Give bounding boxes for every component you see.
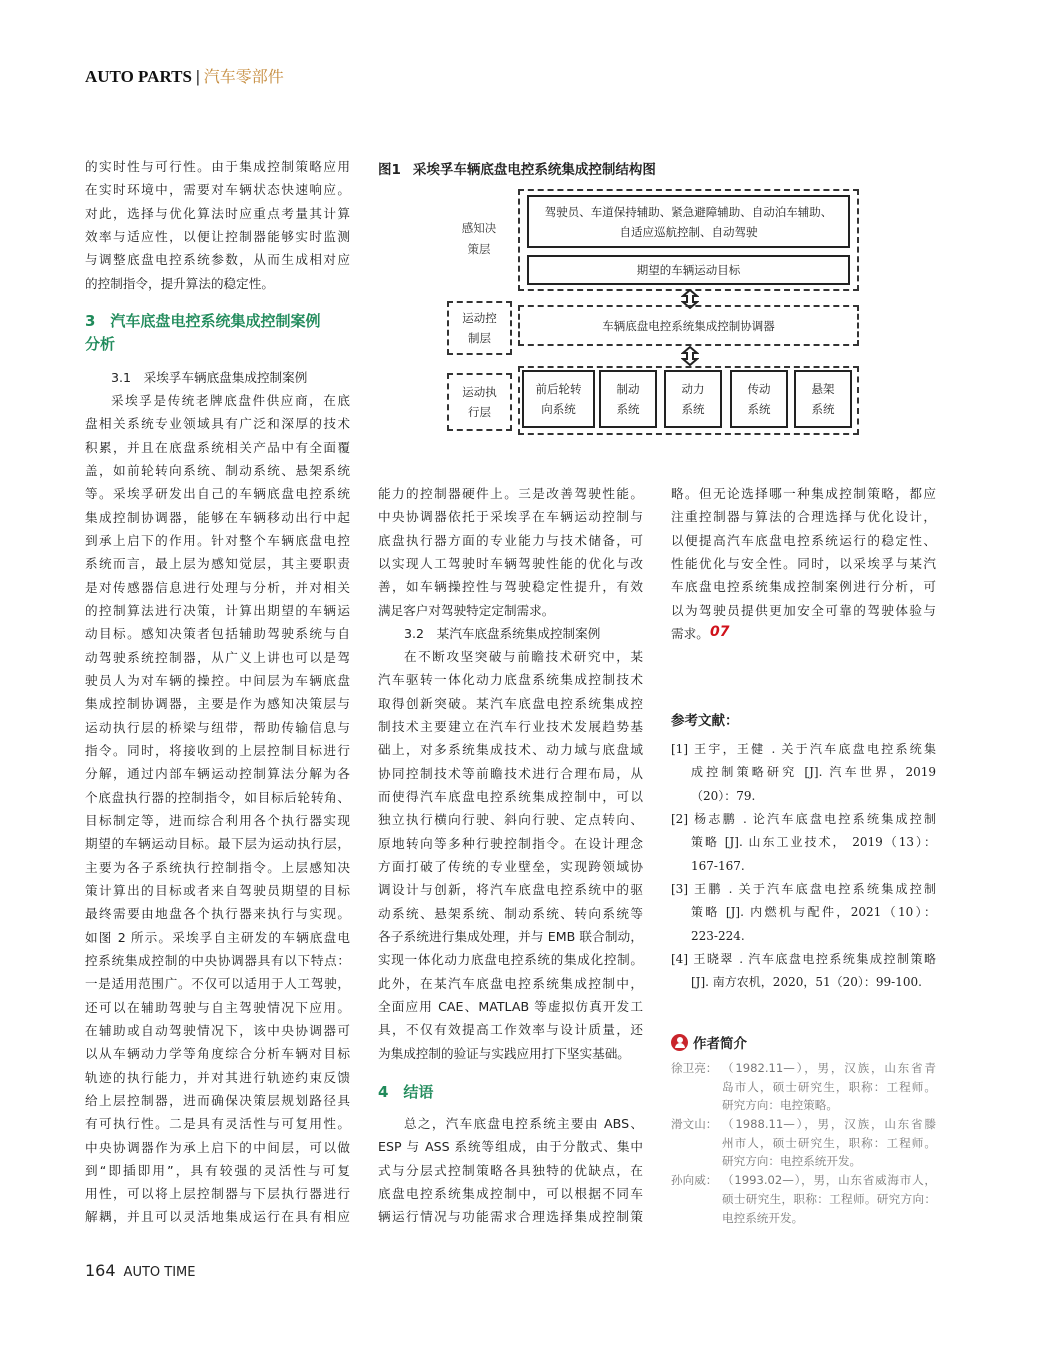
subsystem-transmission [730,370,788,428]
text-line: 期望的车辆运动目标。最下层为运动执行层， [85,836,350,852]
text-line: 控系统集成控制的中央协调器具有以下特点： [85,952,350,968]
section-name-en: AUTO PARTS [85,67,192,86]
section-4-heading: 4 结语 [378,1083,434,1101]
text-line: 解耦，并且可以灵活地集成运行在具有相应 [85,1209,350,1225]
references-list [671,738,936,995]
text-line: 具，不仅有效提高工作效率与设计质量，还 [378,1022,643,1038]
text-line: ESP 与 ASS 系统等组成，由于分散式、集中 [378,1139,643,1155]
label-line: 运动控 [462,311,497,325]
text-line: 到“即插即用”，具有较强的灵活性与可复 [85,1162,350,1178]
layer-label-perception [452,218,506,260]
text-line: 以便提高汽车底盘电控系统运行的稳定性、 [671,532,936,548]
text-line: 独立执行横向行驶、斜向行驶、定点转向、 [378,812,643,828]
text-line: 的控制算法进行决策，计算出期望的车辆运 [85,602,350,618]
box-line: 悬架 [811,382,835,396]
text-line: 系统而言，最上层为感知觉层，其主要职责 [85,556,350,572]
reference-line: [2] 杨志鹏 . 论汽车底盘电控系统集成控制 [671,811,936,826]
authors-title: 作者简介 [693,1036,747,1052]
text-line: 制技术主要建立在汽车行业技术发展趋势基 [378,718,643,734]
text-line: 效率与适应性，以便让控制器能够实时监测 [85,228,350,244]
text-line: 原地转向等多种行驶控制指令。在设计理念 [378,835,643,851]
references-title: 参考文献： [671,713,739,729]
author-bio-line: （1988.11—），男，汉族，山东省滕 [722,1117,936,1132]
reference-line: 167-167. [691,858,745,873]
subsystem-brake [599,370,657,428]
text-line: 注重控制器与算法的合理选择与优化设计， [671,509,936,525]
text-line: 需求。 [671,625,709,641]
text-line: 运动执行层的桥梁与纽带，帮助传输信息与 [85,719,350,735]
reference-line: （20）：79. [691,788,756,803]
text-line: 总之，汽车底盘电控系统主要由 ABS、 [404,1116,643,1131]
text-line: 在辅助或自动驾驶情况下，该中央协调器可 [85,1022,350,1038]
perception-inputs-box [527,195,850,248]
text-line: 调设计与创新，将汽车底盘电控系统中的驱 [378,882,643,898]
text-line: 集成控制协调器，能够在车辆移动出行中起 [85,509,350,525]
box-line: 驾驶员、车道保持辅助、紧急避障辅助、自动泊车辅助、 [544,204,833,219]
text-line: 是对传感器信息进行处理与分析，并对相关 [85,579,350,595]
text-line: 与调整底盘电控系统参数，从而生成相对应 [85,252,350,268]
author-bio-line: 州市人，硕士研究生，职称：工程师。 [722,1135,936,1150]
text-line: 善，如车辆操控性与驾驶稳定性提升，有效 [378,579,643,595]
authors-list [671,1059,936,1227]
layer-label-control [447,301,512,355]
text-line: 略。但无论选择哪一种集成控制策略，都应 [671,486,936,501]
text-line: 以为驾驶员提供更加安全可靠的驾驶体验与 [671,602,936,618]
text-line: 在实时环境中，需要对车辆状态快速响应。 [85,182,350,198]
reference-line: 成控制策略研究 [J]. 汽车世界，2019 [691,765,936,780]
text-line: 盘相关系统专业领域具有广泛和深厚的技术 [85,416,350,432]
text-line: 底盘执行器方面的专业能力与技术储备，可 [378,532,643,548]
text-line: 能力的控制器硬件上。三是改善驾驶性能。 [378,486,643,501]
section-3-1-heading: 3.1 采埃孚车辆底盘集成控制案例 [111,370,308,385]
text-line: 为集成控制的验证与实践应用打下坚实基础。 [378,1045,630,1061]
text-line: 盖，如前轮转向系统、制动系统、悬架系统 [85,462,350,478]
reference-line: [J]. 南方农机，2020，51（20）：99-100. [691,975,922,990]
text-line: 分解，通过内部车辆运动控制算法分解为各 [85,766,350,782]
text-line: 一是适用范围广。不仅可以适用于人工驾驶， [85,976,350,992]
reference-line: [3] 王鹏 . 关于汽车底盘电控系统集成控制 [671,881,936,896]
magazine-name: AUTO TIME [123,1265,196,1280]
mid-column-para3 [378,1112,643,1229]
reference-item [671,948,936,995]
text-line: 到承上启下的作用。针对整个车辆底盘电控 [85,532,350,548]
text-line: 采埃孚是传统老牌底盘件供应商，在底 [111,393,350,408]
author-bio-line: 电控系统开发。 [722,1210,804,1225]
header-separator: | [195,67,200,86]
text-line: 的控制指令，提升算法的稳定性。 [85,275,274,291]
text-line: 主要为各子系统执行控制指令。上层感知决 [85,859,350,875]
figure-label: 图1 [378,162,401,178]
text-line: 个底盘执行器的控制指令，如目标后轮转角、 [85,789,350,805]
text-line: 最终需要由地盘各个执行器来执行与实现。 [85,906,350,922]
text-line: 有可执行性。二是具有灵活性与可复用性。 [85,1116,350,1132]
right-column-para1 [671,482,936,645]
subsystem-power [664,370,722,428]
author-entry [671,1059,936,1115]
mid-column-para2 [378,645,643,1065]
text-line: 轨迹的执行能力，并对其进行轨迹约束反馈 [85,1069,350,1085]
layer-label-execution [447,373,512,431]
subsystem-suspension [794,370,852,428]
text-line: 对此，选择与优化算法时应重点考量其计算 [85,205,350,221]
label-line: 策层 [467,242,491,256]
text-line: 取得创新突破。某汽车底盘电控系统集成控 [378,695,643,711]
subsystem-steering [522,370,595,428]
author-name: 孙向威： [671,1173,718,1188]
text-line: 如图 2 所示。采埃孚自主研发的车辆底盘电 [85,929,350,945]
article-end-mark: 07 [710,624,730,640]
reference-item [671,738,936,808]
box-line: 传动 [747,382,771,396]
box-line: 系统 [616,402,640,416]
text-line: 以从车辆动力学等角度综合分析车辆对目标 [85,1046,350,1062]
text-line: 还可以在辅助驾驶与自主驾驶情况下应用。 [85,999,350,1015]
text-line: 全面应用 CAE、MATLAB 等虚拟仿真开发工 [378,998,643,1014]
left-column-para1 [85,155,350,295]
section-3-heading [85,310,350,356]
text-line: 积累，并且在底盘系统相关产品中有全面覆 [85,439,350,455]
text-line: 础上，对多系统集成技术、动力域与底盘域 [378,742,643,758]
author-icon [671,1034,688,1051]
box-line: 前后轮转 [535,382,582,396]
running-header [85,64,284,87]
text-line: 驶员人为对车辆的操控。中间层为车辆底盘 [85,672,350,688]
text-line: 在不断攻坚突破与前瞻技术研究中，某 [404,649,643,664]
text-line: 各子系统进行集成处理，并与 EMB 联合制动， [378,928,643,944]
text-line: 用性，可以将上层控制器与下层执行器进行 [85,1186,350,1202]
text-line: 中央协调器作为承上启下的中间层，可以做 [85,1139,350,1155]
label-line: 行层 [468,405,491,419]
text-line: 动系统、悬架系统、制动系统、转向系统等 [378,905,643,921]
reference-line: [1] 王宇，王健 . 关于汽车底盘电控系统集 [671,742,936,756]
figure-title: 采埃孚车辆底盘电控系统集成控制结构图 [412,162,656,178]
text-line: 汽车驱转一体化动力底盘系统集成控制技术 [378,672,643,688]
text-line: 动驾驶系统控制器，从广义上讲也可以是驾 [85,649,350,665]
text-line: 性能优化与安全性。同时，以采埃孚与某汽 [671,555,936,571]
text-line: 车底盘电控系统集成控制案例进行分析，可 [671,579,936,595]
text-line: 底盘电控系统集成控制中，可以根据不同车 [378,1185,643,1201]
reference-line: [4] 王晓翠 . 汽车底盘电控系统集成控制策略 [671,951,936,966]
box-line: 向系统 [541,402,576,416]
page-number: 164 [85,1261,116,1280]
label-line: 运动执 [462,385,497,399]
box-line: 制动 [616,382,640,396]
text-line: 方面打破了传统的专业壁垒，实现跨领域协 [378,858,643,874]
author-bio-line: 研究方向：电控策略。 [722,1098,838,1113]
box-line: 系统 [681,402,705,416]
text-line: 策计算出的目标或者来自驾驶员期望的目标 [85,882,350,898]
text-line: 等。采埃孚研发出自己的车辆底盘电控系统 [85,486,350,502]
reference-line: 策略 [J]. 内燃机与配件，2021（10）： [691,905,936,920]
text-line: 式与分层式控制策略各具独特的优缺点，在 [378,1162,643,1178]
label-line: 制层 [468,331,491,345]
text-line: 协同控制技术等前瞻技术进行合理布局，从 [378,765,643,781]
text-line: 以实现人工驾驶时车辆驾驶性能的优化与改 [378,555,643,571]
text-line: 的实时性与可行性。由于集成控制策略应用 [85,159,350,174]
authors-heading [671,1032,936,1052]
author-entry [671,1171,936,1227]
reference-item [671,808,936,878]
author-bio-line: （1982.11—），男，汉族，山东省青 [722,1061,936,1075]
text-line: 满足客户对驾驶特定定制需求。 [378,602,555,618]
author-bio-line: 硕士研究生，职称：工程师。研究方向： [722,1191,936,1206]
section-name-cn: 汽车零部件 [203,67,284,86]
author-bio-line: 研究方向：电控系统开发。 [722,1154,862,1169]
author-name: 徐卫亮： [671,1061,718,1075]
text-line: 目标制定等，进而综合利用各个执行器实现 [85,812,350,828]
author-name: 滑文山： [671,1117,718,1132]
reference-line: 223-224. [691,928,745,943]
target-motion-box: 期望的车辆运动目标 [527,255,850,285]
page-footer [85,1261,195,1280]
text-line: 此外，在某汽车底盘电控系统集成控制中， [378,975,643,991]
author-entry [671,1115,936,1171]
author-bio-line: 岛市人，硕士研究生，职称：工程师。 [722,1079,936,1094]
text-line: 实现一体化动力底盘电控系统的集成化控制。 [378,952,643,968]
box-line: 自适应巡航控制、自动驾驶 [619,224,758,239]
text-line: 而使得汽车底盘电控系统集成控制中，可以 [378,788,643,804]
reference-line: 策略 [J]. 山东工业技术， 2019（13）： [691,835,936,850]
box-line: 动力 [681,382,705,396]
double-arrow-icon [681,346,699,366]
section-3-heading-line1: 3 汽车底盘电控系统集成控制案例 [85,312,321,330]
box-line: 系统 [811,402,835,416]
text-line: 给上层控制器，进而确保决策层规划路径具 [85,1092,350,1108]
mid-column-para1 [378,482,643,622]
author-bio-line: （1993.02—），男，山东省威海市人， [722,1173,936,1188]
text-line: 动目标。感知决策者包括辅助驾驶系统与自 [85,626,350,642]
text-line: 指令。同时，将接收到的上层控制目标进行 [85,742,350,758]
reference-item [671,878,936,948]
section-3-heading-line2: 分析 [85,335,116,353]
text-line: 中央协调器依托于采埃孚在车辆运动控制与 [378,509,643,525]
figure-caption [378,158,656,178]
coordinator-box: 车辆底盘电控系统集成控制协调器 [518,305,859,346]
section-3-2-heading: 3.2 某汽车底盘系统集成控制案例 [404,626,601,641]
left-column-para2 [85,389,350,1229]
label-line: 感知决 [461,221,497,235]
text-line: 辆运行情况与功能需求合理选择集成控制策 [378,1209,643,1225]
box-line: 系统 [747,402,771,416]
text-line: 集成控制协调器，主要是作为感知决策层与 [85,696,350,712]
